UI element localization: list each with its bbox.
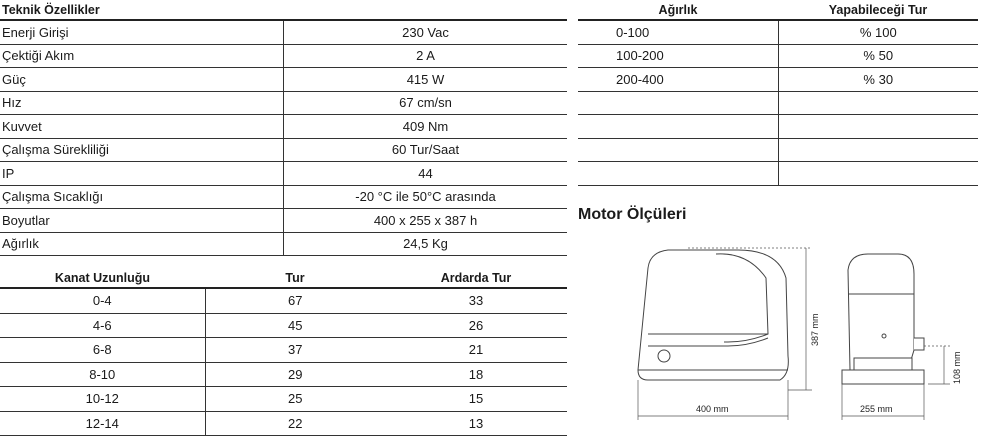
table-row	[0, 91, 567, 115]
spec-label: IP	[0, 162, 284, 186]
spec-label: Çalışma Sürekliliği	[0, 138, 284, 162]
table-row	[0, 20, 567, 44]
table-row	[578, 138, 978, 162]
kanat-tur: 25	[205, 387, 385, 412]
kanat-tur: 37	[205, 338, 385, 363]
dim-base-label: 108 mm	[952, 351, 962, 384]
kanat-tur: 45	[205, 313, 385, 338]
motor-dimensions-title: Motor Ölçüleri	[578, 206, 687, 223]
table-row	[0, 115, 567, 139]
kanat-header-ardarda: Ardarda Tur	[385, 268, 567, 288]
table-row	[0, 313, 567, 338]
table-row	[0, 44, 567, 68]
table-row	[0, 411, 567, 436]
table-row	[578, 68, 978, 92]
kanat-table	[0, 268, 567, 436]
weight-range	[578, 162, 778, 186]
kanat-tur: 67	[205, 288, 385, 313]
table-row	[578, 115, 978, 139]
kanat-ardarda: 18	[385, 362, 567, 387]
weight-range: 200-400	[578, 68, 778, 92]
kanat-length: 12-14	[0, 411, 205, 436]
spec-value: 24,5 Kg	[284, 232, 568, 256]
spec-label: Ağırlık	[0, 232, 284, 256]
tur-percent: % 50	[778, 44, 978, 68]
spec-label: Güç	[0, 68, 284, 92]
spec-label: Çalışma Sıcaklığı	[0, 185, 284, 209]
weight-range	[578, 115, 778, 139]
motor-side-view	[842, 254, 924, 384]
tur-percent: % 100	[778, 20, 978, 44]
spec-label: Boyutlar	[0, 209, 284, 233]
table-row	[578, 91, 978, 115]
spec-value: 67 cm/sn	[284, 91, 568, 115]
spec-title: Teknik Özellikler	[0, 0, 567, 20]
spec-value: 400 x 255 x 387 h	[284, 209, 568, 233]
spec-table	[0, 0, 567, 256]
spec-value: 415 W	[284, 68, 568, 92]
weight-range	[578, 91, 778, 115]
table-row	[0, 162, 567, 186]
motor-front-view	[638, 250, 788, 380]
dim-height-label: 387 mm	[810, 313, 820, 346]
kanat-length: 8-10	[0, 362, 205, 387]
kanat-length: 0-4	[0, 288, 205, 313]
spec-value: 60 Tur/Saat	[284, 138, 568, 162]
kanat-length: 10-12	[0, 387, 205, 412]
tur-percent	[778, 162, 978, 186]
kanat-header-tur: Tur	[205, 268, 385, 288]
dim-depth-label: 255 mm	[860, 404, 893, 414]
weight-range	[578, 138, 778, 162]
kanat-tur: 29	[205, 362, 385, 387]
weight-range: 100-200	[578, 44, 778, 68]
kanat-length: 6-8	[0, 338, 205, 363]
spec-label: Çektiği Akım	[0, 44, 284, 68]
kanat-ardarda: 13	[385, 411, 567, 436]
tur-percent-header: Yapabileceği Tur	[778, 0, 978, 20]
table-row	[0, 138, 567, 162]
tur-percent: % 30	[778, 68, 978, 92]
spec-value: 2 A	[284, 44, 568, 68]
weight-header: Ağırlık	[578, 0, 778, 20]
tur-percent	[778, 91, 978, 115]
tur-percent	[778, 138, 978, 162]
dim-width-label: 400 mm	[696, 404, 729, 414]
spec-value: 409 Nm	[284, 115, 568, 139]
depth-dimension	[842, 384, 924, 420]
table-row	[578, 44, 978, 68]
table-row	[0, 338, 567, 363]
tur-percent	[778, 115, 978, 139]
kanat-ardarda: 21	[385, 338, 567, 363]
table-row	[578, 162, 978, 186]
motor-dimension-diagram	[628, 238, 973, 423]
kanat-ardarda: 33	[385, 288, 567, 313]
table-row	[0, 387, 567, 412]
table-row	[578, 20, 978, 44]
spec-value: 230 Vac	[284, 20, 568, 44]
table-row	[0, 185, 567, 209]
base-height-dimension	[924, 346, 950, 384]
table-row	[0, 232, 567, 256]
kanat-header-length: Kanat Uzunluğu	[0, 268, 205, 288]
table-row	[0, 68, 567, 92]
spec-label: Hız	[0, 91, 284, 115]
kanat-tur: 22	[205, 411, 385, 436]
weight-range: 0-100	[578, 20, 778, 44]
kanat-ardarda: 15	[385, 387, 567, 412]
weight-table	[578, 0, 978, 186]
kanat-length: 4-6	[0, 313, 205, 338]
kanat-ardarda: 26	[385, 313, 567, 338]
spec-value: 44	[284, 162, 568, 186]
spec-label: Kuvvet	[0, 115, 284, 139]
table-row	[0, 209, 567, 233]
table-row	[0, 362, 567, 387]
spec-label: Enerji Girişi	[0, 20, 284, 44]
table-row	[0, 288, 567, 313]
width-dimension	[638, 380, 788, 420]
spec-value: -20 °C ile 50°C arasında	[284, 185, 568, 209]
